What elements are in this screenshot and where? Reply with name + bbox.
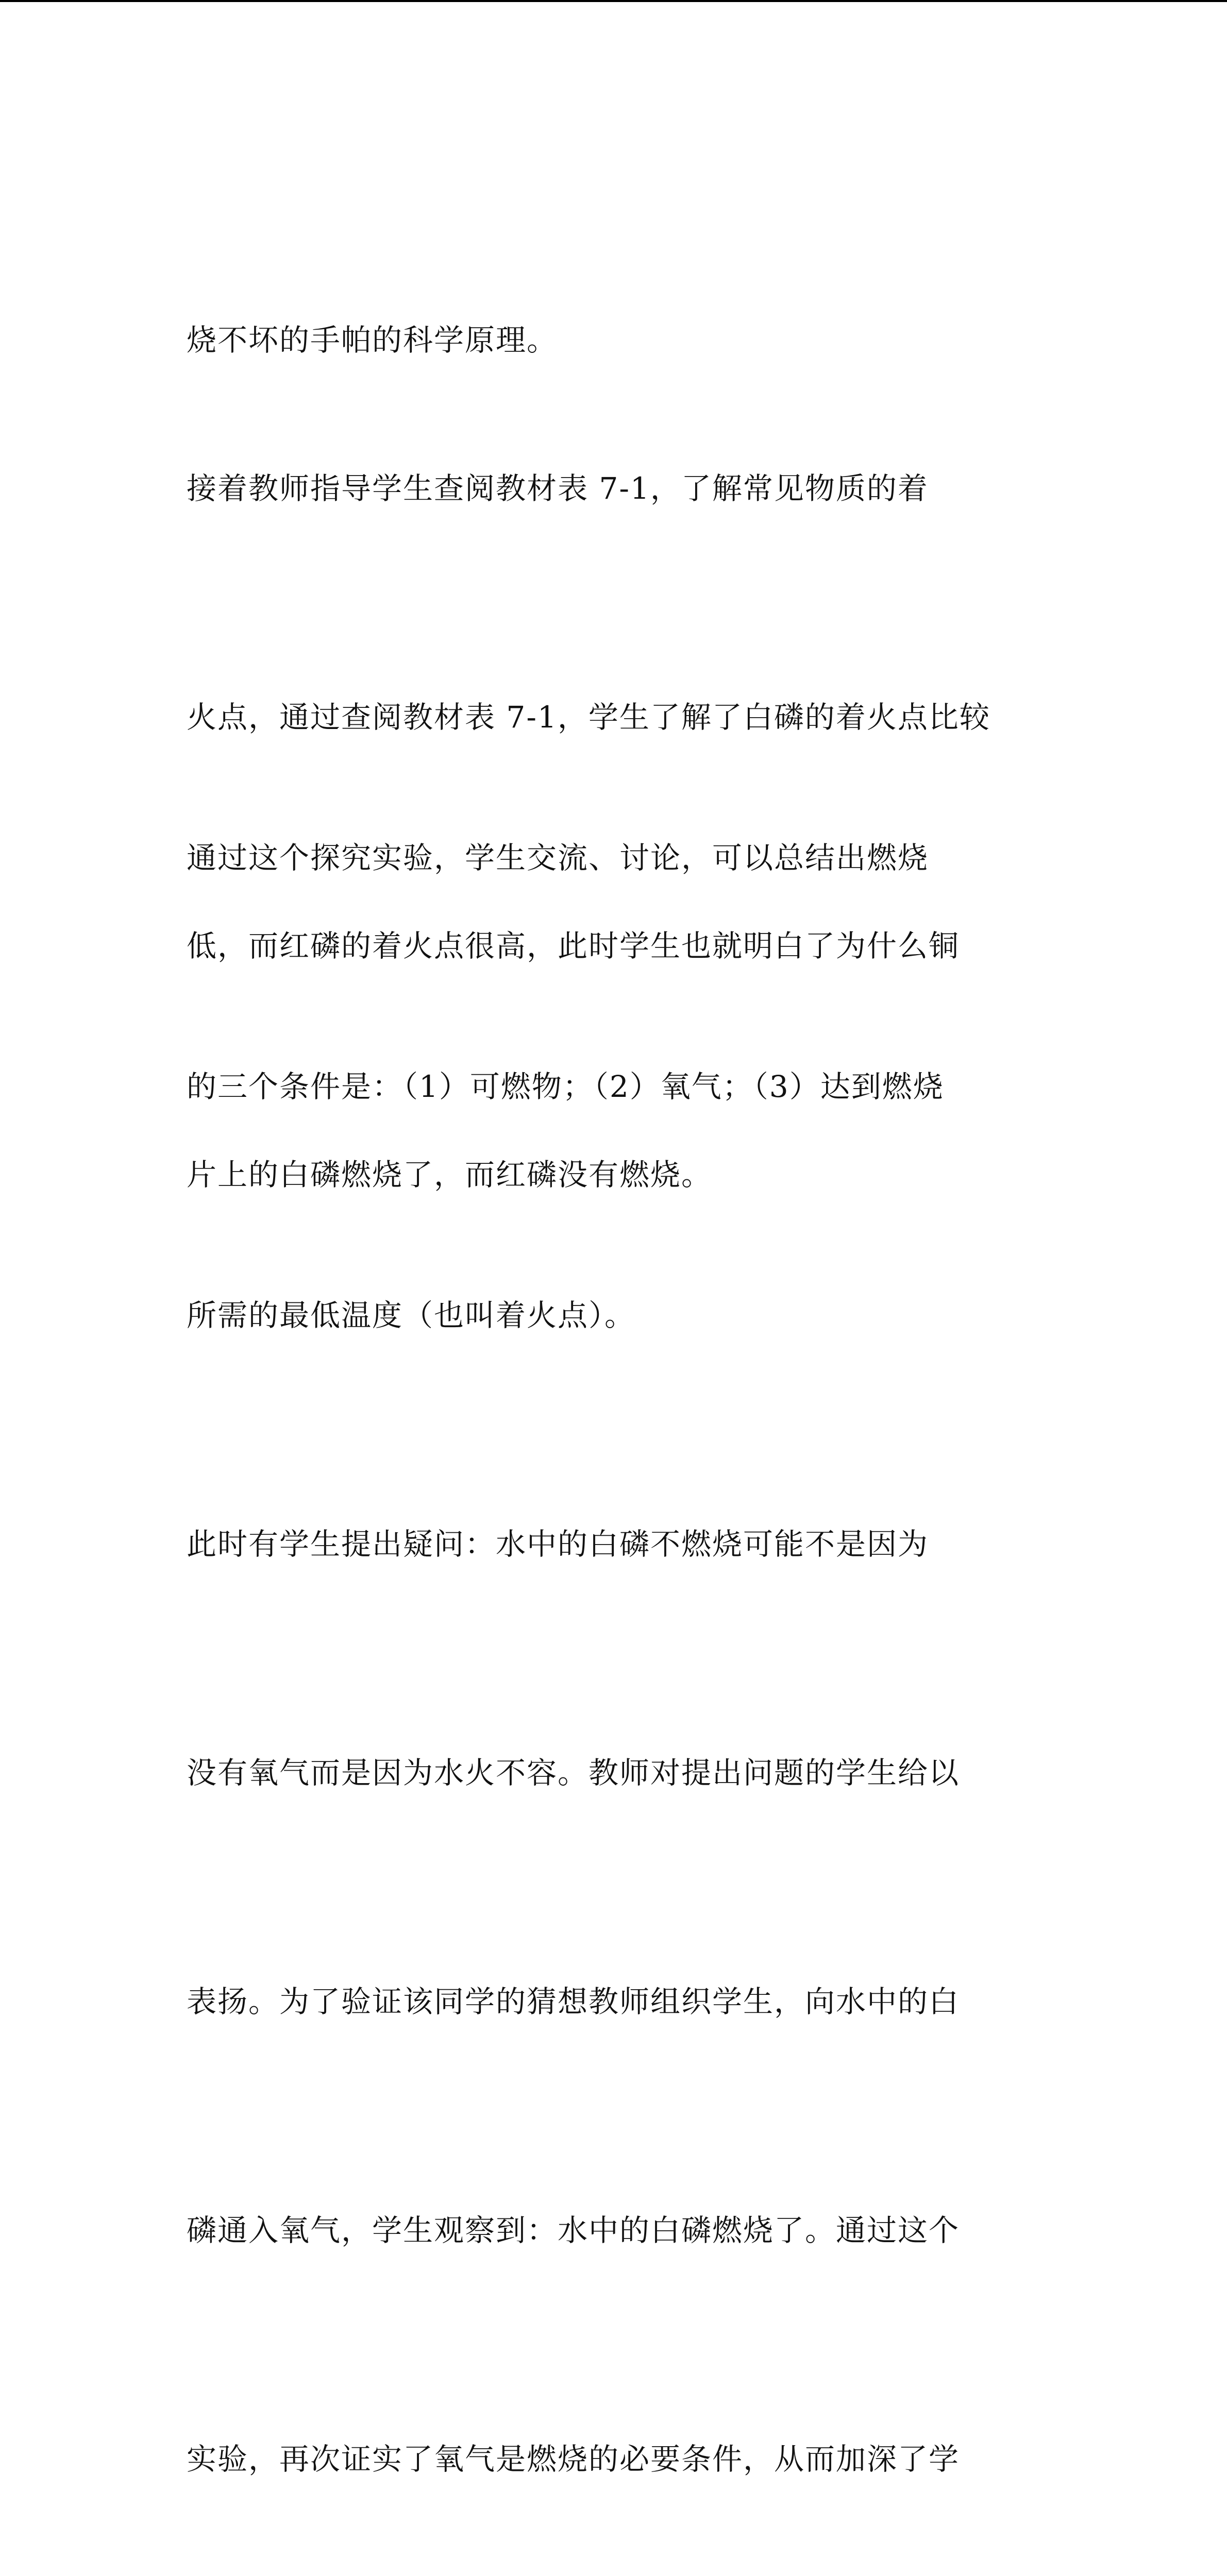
text-line: 表扬。为了验证该同学的猜想教师组织学生，向水中的白 [187, 1984, 960, 2019]
text-line: 接着教师指导学生查阅教材表 7-1，了解常见物质的着 [187, 471, 929, 506]
text-line: 所需的最低温度（也叫着火点）。 [187, 1298, 636, 1333]
text-line: 此时有学生提出疑问：水中的白磷不燃烧可能不是因为 [187, 1527, 929, 1562]
text-line: 的三个条件是：（1）可燃物；（2）氧气；（3）达到燃烧 [187, 1069, 944, 1104]
text-line: 烧不坏的手帕的科学原理。 [187, 323, 558, 358]
text-line: 没有氧气而是因为水火不容。教师对提出问题的学生给以 [187, 1755, 960, 1790]
text-line: 通过这个探究实验，学生交流、讨论，可以总结出燃烧 [187, 840, 929, 875]
paragraph-block-3 [187, 667, 1042, 2576]
text-line: 低，而红磷的着火点很高，此时学生也就明白了为什么铜 [187, 928, 960, 963]
text-line: 火点，通过查阅教材表 7-1，学生了解了白磷的着火点比较 [187, 700, 990, 735]
text-line: 片上的白磷燃烧了，而红磷没有燃烧。 [187, 1157, 713, 1192]
text-line: 磷通入氧气，学生观察到：水中的白磷燃烧了。通过这个 [187, 2213, 960, 2248]
text-line: 实验，再次证实了氧气是燃烧的必要条件，从而加深了学 [187, 2442, 960, 2477]
page-top-border [0, 0, 1227, 2]
